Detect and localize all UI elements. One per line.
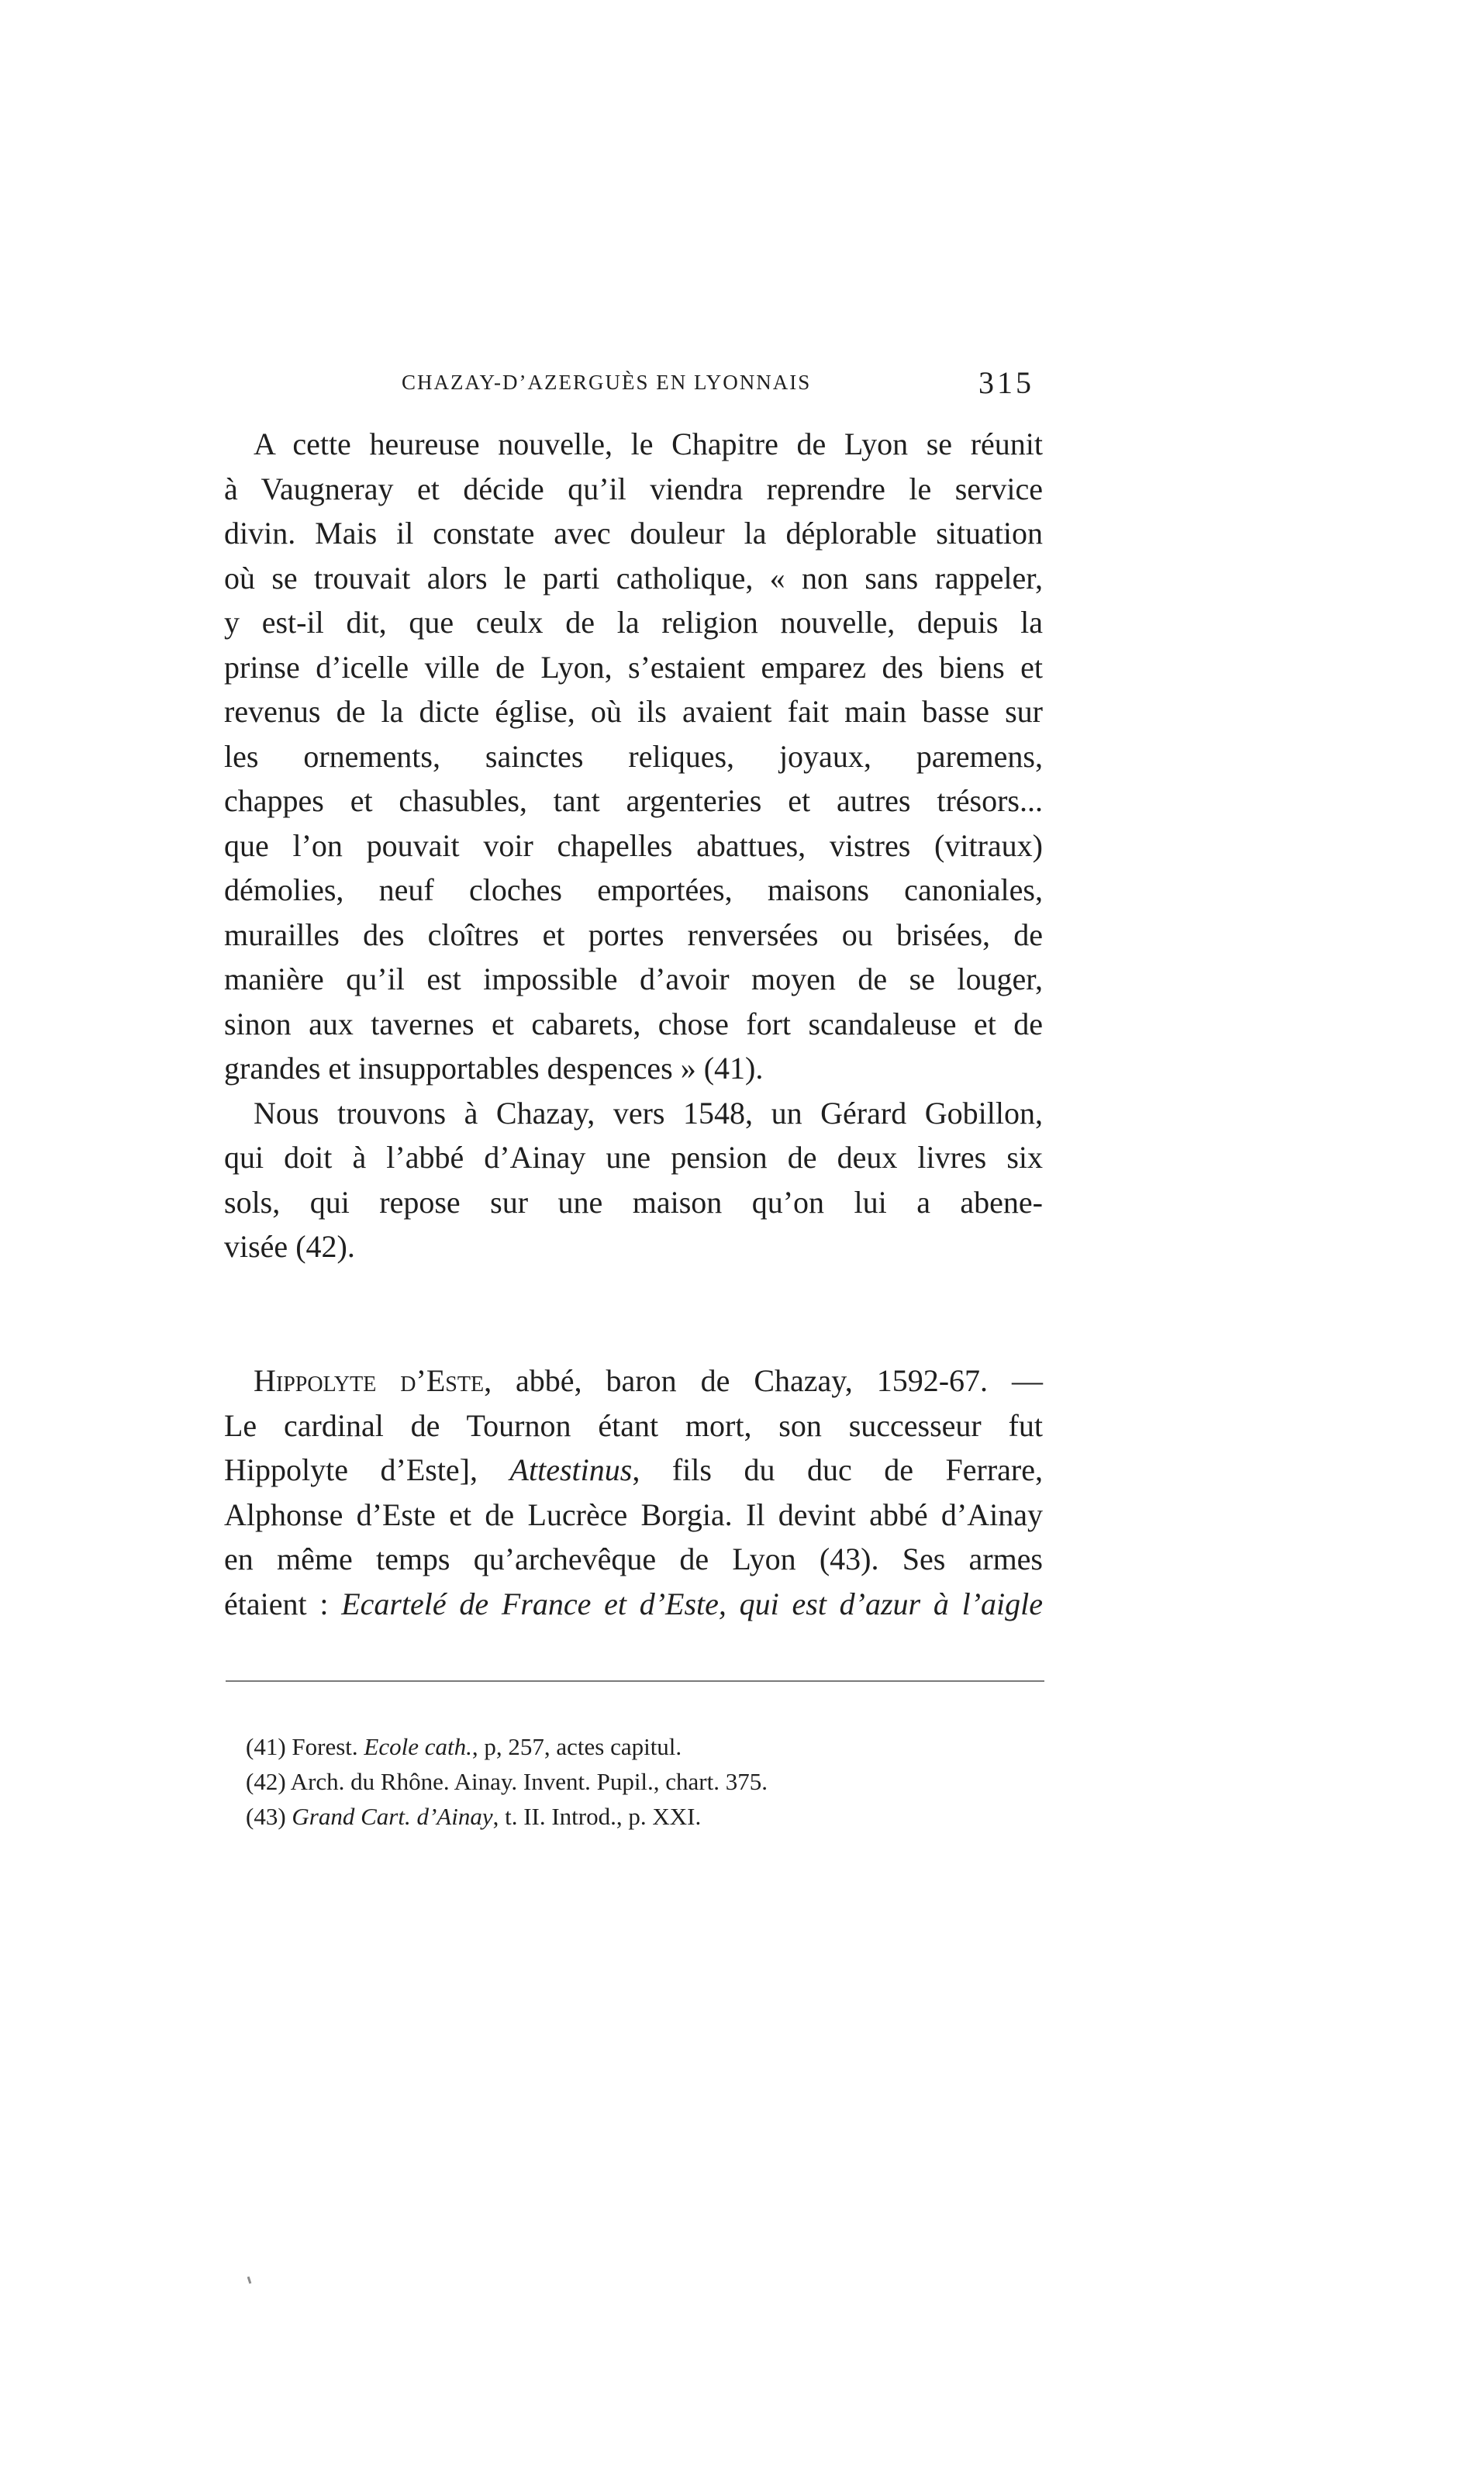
paragraph-1-line: à Vaugneray et décide qu’il viendra reprendre le service [224, 471, 1043, 506]
section-3-line-5: en même temps qu’archevêque de Lyon (43). Ses armes [224, 1542, 1043, 1576]
paragraph-1-line: murailles des cloîtres et portes renversées ou brisées, de [224, 917, 1043, 952]
paragraph-1-line: sinon aux tavernes et cabarets, chose fort scandaleuse et de [224, 1006, 1043, 1041]
footnote-41 [246, 1729, 1021, 1764]
footnote-43 [246, 1799, 1021, 1834]
paragraph-1-line: A cette heureuse nouvelle, le Chapitre de Lyon se réunit [254, 426, 1043, 461]
paragraph-1-line: les ornements, sainctes reliques, joyaux, paremens, [224, 738, 1043, 774]
main-text-bottom [224, 1359, 1043, 1626]
section-3-line-3 [224, 1448, 1043, 1493]
paragraph-1-line: manière qu’il est impossible d’avoir moyen de se louger, [224, 962, 1043, 996]
section-3-line-3-a: Hippolyte d’Este], [224, 1452, 478, 1487]
paragraph-2-line: Nous trouvons à Chazay, vers 1548, un Gérard Gobillon, [254, 1095, 1043, 1131]
section-3-line-2: Le cardinal de Tournon étant mort, son successeur fut [224, 1407, 1043, 1443]
section-3-line-3-b: , fils du duc de Ferrare, [632, 1452, 1044, 1487]
paragraph-2-line: visée (42). [224, 1229, 355, 1264]
footnote-41-b: , p, 257, actes capitul. [471, 1733, 682, 1760]
section-3-line-1 [224, 1359, 1043, 1403]
footnote-43-italic: Grand Cart. d’Ainay [292, 1803, 493, 1830]
main-text-top [224, 422, 1043, 1269]
paragraph-1-line: prinse d’icelle ville de Lyon, s’estaient emparez des biens et [224, 649, 1043, 685]
running-title: CHAZAY-D’AZERGUÈS EN LYONNAIS [402, 371, 812, 394]
paragraph-1-line: revenus de la dicte église, où ils avaient fait main basse sur [224, 694, 1043, 729]
footnote-separator [226, 1680, 1044, 1682]
section-3-line-1-rest: , abbé, baron de Chazay, 1592-67. — [484, 1363, 1044, 1398]
paragraph-1-line: démolies, neuf cloches emportées, maisons canoniales, [224, 872, 1043, 907]
footnote-43-a: (43) [246, 1803, 292, 1830]
paper-speck [247, 2277, 252, 2284]
footnote-43-b: , t. II. Introd., p. XXI. [492, 1803, 702, 1830]
paragraph-2-line: sols, qui repose sur une maison qu’on lui a abene- [224, 1184, 1043, 1220]
paragraph-1-line: où se trouvait alors le parti catholique, « non sans rappeler, [224, 560, 1043, 596]
paragraph-1-line: divin. Mais il constate avec douleur la déplorable situation [224, 516, 1043, 551]
section-3-line-3-italic: Attestinus [509, 1452, 633, 1487]
paragraph-1-line: grandes et insupportables despences » (41). [224, 1051, 764, 1086]
footnote-42: (42) Arch. du Rhône. Ainay. Invent. Pupil., chart. 375. [246, 1768, 768, 1795]
section-3-line-4: Alphonse d’Este et de Lucrèce Borgia. Il devint abbé d’Ainay [224, 1497, 1043, 1532]
section-heading: Hippolyte d’Este [254, 1363, 485, 1398]
section-3-line-6-a: étaient : [224, 1586, 342, 1621]
paragraph-1-line: y est-il dit, que ceulx de la religion nouvelle, depuis la [224, 605, 1043, 640]
paragraph-1-line: que l’on pouvait voir chapelles abattues, vistres (vitraux) [224, 827, 1043, 863]
footnote-41-a: (41) Forest. [246, 1733, 364, 1760]
section-3-line-6-italic: Ecartelé de France et d’Este, qui est d’azur à l’aigle [341, 1586, 1044, 1621]
running-head [402, 365, 1041, 402]
footnote-41-italic: Ecole cath. [364, 1733, 472, 1760]
paragraph-1-line: chappes et chasubles, tant argenteries et autres trésors... [224, 783, 1043, 818]
footnotes [246, 1729, 1021, 1834]
section-3-line-6 [224, 1582, 1043, 1627]
paragraph-2-line: qui doit à l’abbé d’Ainay une pension de deux livres six [224, 1140, 1043, 1175]
page-number: 315 [978, 365, 1034, 400]
